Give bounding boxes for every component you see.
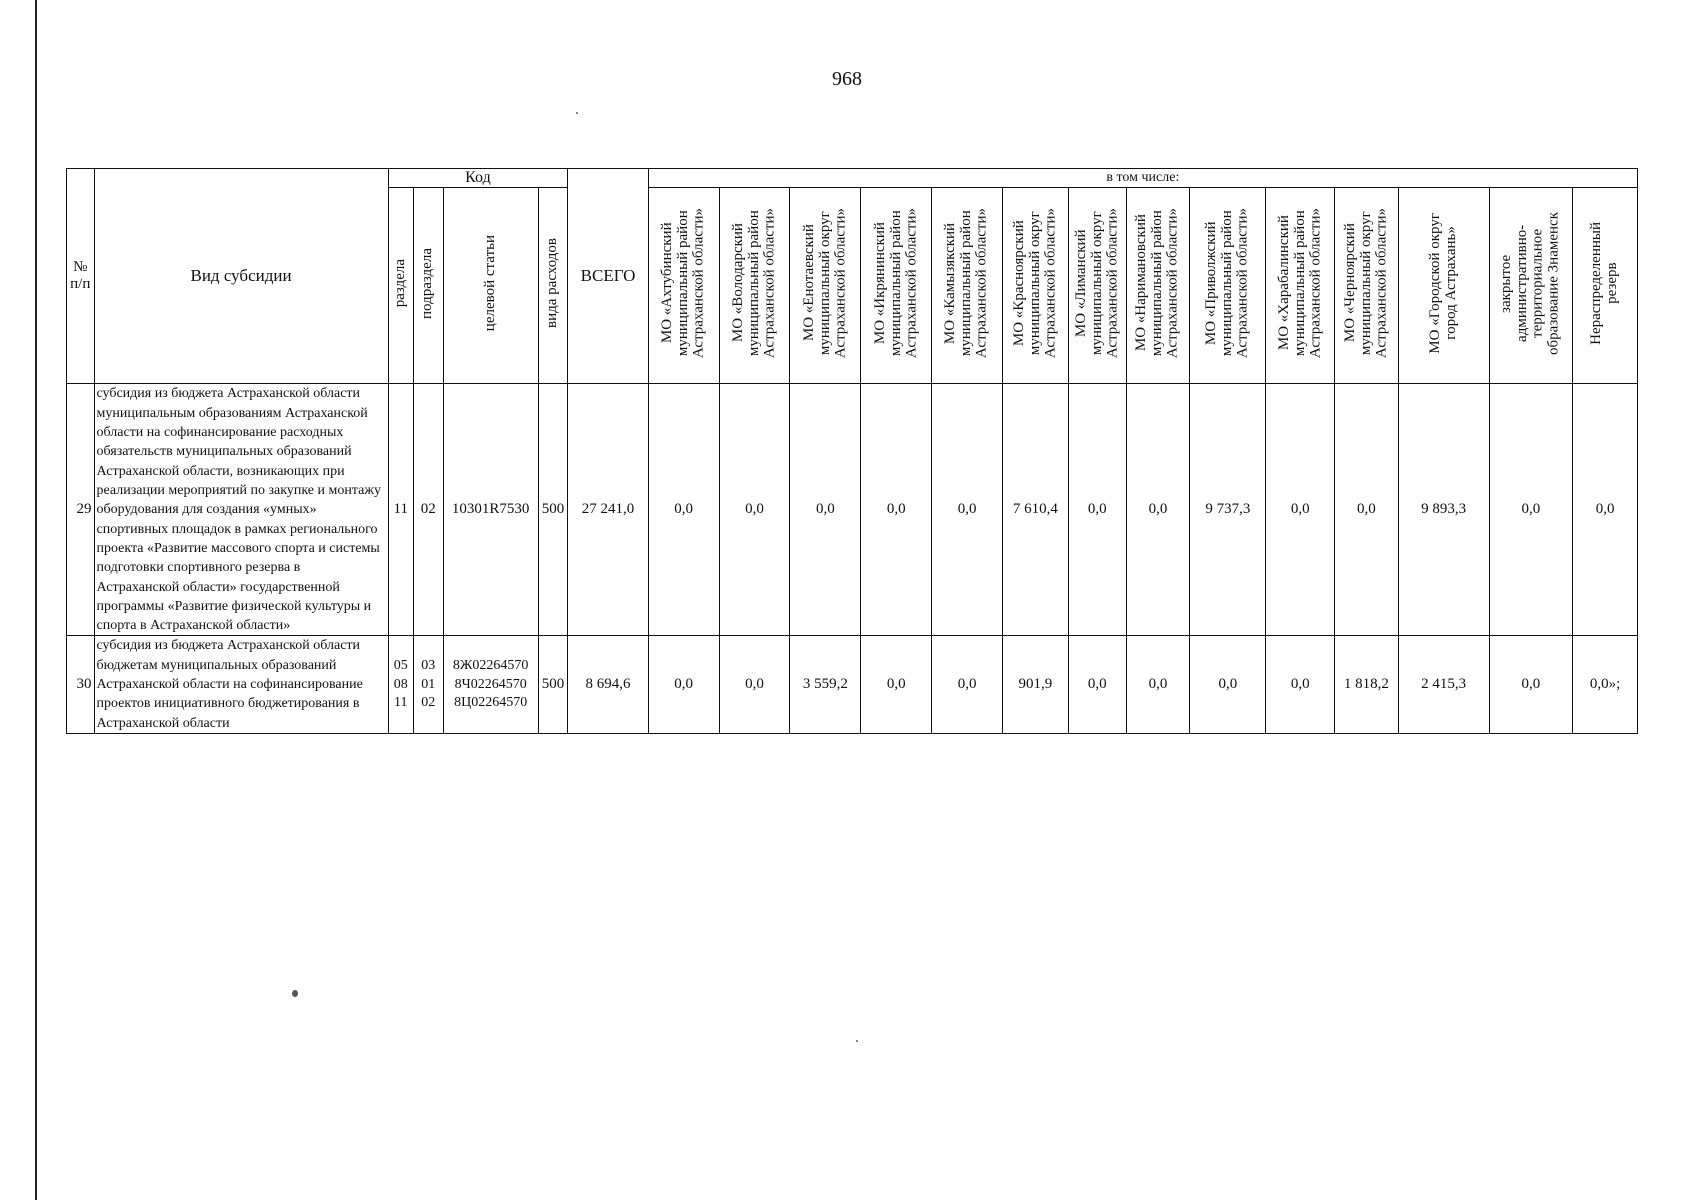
row-value: 0,0 xyxy=(1335,384,1398,636)
row-number: 30 xyxy=(67,636,95,734)
header-subsidy-type: Вид субсидии xyxy=(94,169,388,384)
row-razdel: 11 xyxy=(388,384,413,636)
table-row xyxy=(67,384,1638,636)
header-mo-krasnoyarsky: МО «Красноярский муниципальный округ Астраханской области» xyxy=(1003,188,1069,384)
header-kod-expense-type: вида расходов xyxy=(538,188,568,384)
header-mo-akhtubinsky: МО «Ахтубинский муниципальный район Астраханской области» xyxy=(648,188,719,384)
header-kod: Код xyxy=(388,169,568,188)
row-value: 0,0 xyxy=(861,636,932,734)
header-num: № п/п xyxy=(67,169,95,384)
row-description: субсидия из бюджета Астраханской области бюджетам муниципальных образований Астраханской области на софинансирование проектов инициативного бюджетирования в Астраханской области xyxy=(94,636,388,734)
row-value: 0,0 xyxy=(932,384,1003,636)
row-total: 8 694,6 xyxy=(568,636,648,734)
header-kod-podrazdel: подраздела xyxy=(413,188,443,384)
row-value: 2 415,3 xyxy=(1398,636,1489,734)
header-mo-kharabalinsky: МО «Харабалинский муниципальный район Астраханской области» xyxy=(1266,188,1335,384)
row-value: 0,0 xyxy=(1573,384,1638,636)
row-value: 901,9 xyxy=(1003,636,1069,734)
header-mo-volodarsky: МО «Володарский муниципальный район Астраханской области» xyxy=(719,188,790,384)
header-kod-razdel: раздела xyxy=(388,188,413,384)
header-mo-enotaevsky: МО «Енотаевский муниципальный округ Астраханской области» xyxy=(790,188,861,384)
row-description: субсидия из бюджета Астраханской области муниципальным образованиям Астраханской области на софинансирование расходных обязательств муниципальных образований Астраханской области, возникающих при реализации мероприятий по закупке и монтажу оборудования для создания «умных» спортивных площадок в рамках регионального проекта «Развитие массового спорта и системы подготовки спортивного резерва в Астраханской области» государственной программы «Развитие физической культуры и спорта в Астраханской области» xyxy=(94,384,388,636)
page-number: 968 xyxy=(832,68,862,90)
row-value: 0,0 xyxy=(648,636,719,734)
row-total: 27 241,0 xyxy=(568,384,648,636)
header-including: в том числе: xyxy=(648,169,1637,188)
header-mo-ikryaninsky: МО «Икрянинский муниципальный район Астраханской области» xyxy=(861,188,932,384)
row-value: 7 610,4 xyxy=(1003,384,1069,636)
header-mo-privolzhsky: МО «Приволжский муниципальный район Астраханской области» xyxy=(1190,188,1266,384)
row-value: 0,0 xyxy=(1126,636,1189,734)
row-value: 0,0 xyxy=(790,384,861,636)
row-target: 10301R7530 xyxy=(443,384,538,636)
row-value: 0,0 xyxy=(1489,384,1573,636)
header-kod-target: целевой статьи xyxy=(443,188,538,384)
row-target: 8Ж02264570 8Ч02264570 8Ц02264570 xyxy=(443,636,538,734)
header-zato-znamensk: закрытое административно- территориальное образование Знаменск xyxy=(1489,188,1573,384)
row-razdel: 05 08 11 xyxy=(388,636,413,734)
row-value: 0,0 xyxy=(719,384,790,636)
row-number: 29 xyxy=(67,384,95,636)
row-expense-type: 500 xyxy=(538,636,568,734)
row-value: 0,0 xyxy=(1266,384,1335,636)
header-mo-narimanovsky: МО «Наримановский муниципальный район Астраханской области» xyxy=(1126,188,1189,384)
row-value: 9 737,3 xyxy=(1190,384,1266,636)
row-value: 1 818,2 xyxy=(1335,636,1398,734)
row-value: 0,0 xyxy=(1068,636,1126,734)
row-value: 0,0 xyxy=(719,636,790,734)
row-podrazdel: 02 xyxy=(413,384,443,636)
row-podrazdel: 03 01 02 xyxy=(413,636,443,734)
row-value: 0,0 xyxy=(1489,636,1573,734)
row-value: 0,0 xyxy=(861,384,932,636)
row-value: 0,0 xyxy=(648,384,719,636)
row-expense-type: 500 xyxy=(538,384,568,636)
header-mo-limansky: МО «Лиманский муниципальный округ Астраханской области» xyxy=(1068,188,1126,384)
header-total: ВСЕГО xyxy=(568,169,648,384)
row-value: 0,0 xyxy=(932,636,1003,734)
row-value: 9 893,3 xyxy=(1398,384,1489,636)
header-unallocated-reserve: Нераспределенный резерв xyxy=(1573,188,1638,384)
page-left-border xyxy=(35,0,37,1200)
row-value: 0,0 xyxy=(1190,636,1266,734)
header-mo-chernoyarsky: МО «Черноярский муниципальный округ Астраханской области» xyxy=(1335,188,1398,384)
subsidy-table xyxy=(66,168,1638,734)
header-mo-astrakhan: МО «Городской округ город Астрахань» xyxy=(1398,188,1489,384)
row-value: 0,0 xyxy=(1126,384,1189,636)
row-value: 0,0»; xyxy=(1573,636,1638,734)
table-row xyxy=(67,636,1638,734)
header-row-1 xyxy=(67,169,1638,188)
row-value: 0,0 xyxy=(1068,384,1126,636)
row-value: 3 559,2 xyxy=(790,636,861,734)
row-value: 0,0 xyxy=(1266,636,1335,734)
header-mo-kamyzyaksky: МО «Камызякский муниципальный район Астраханской области» xyxy=(932,188,1003,384)
